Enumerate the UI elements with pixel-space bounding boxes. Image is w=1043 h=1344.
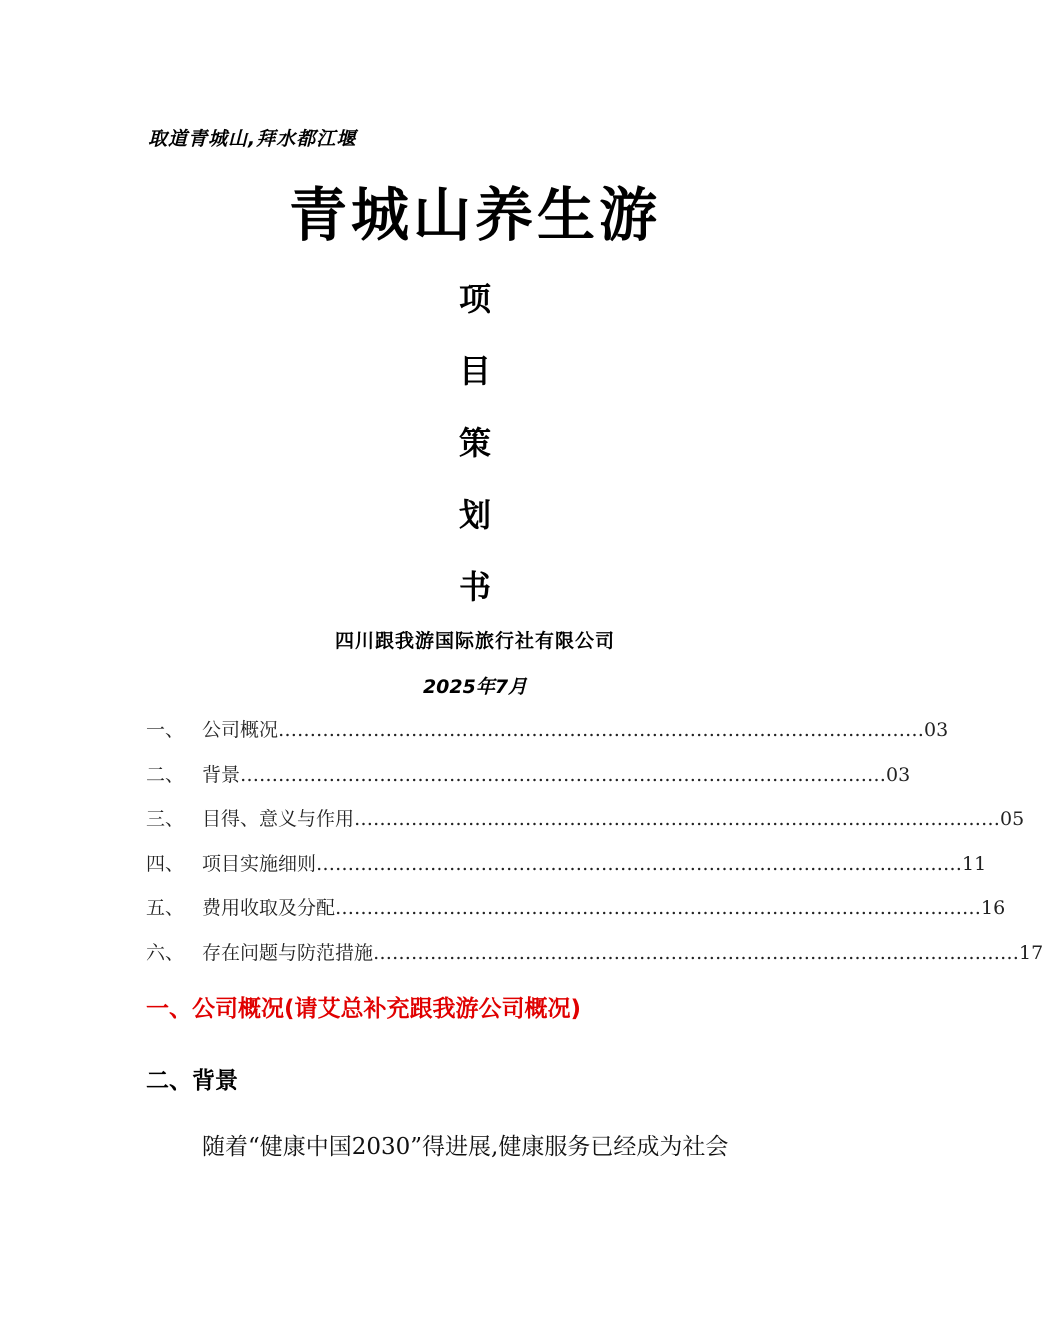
toc-leader-dots: ………………………………………………………………………………………… — [354, 808, 1001, 830]
toc-label: 费用收取及分配 — [202, 897, 336, 919]
toc-entry[interactable] — [146, 890, 1006, 935]
toc-label: 背景 — [202, 763, 241, 786]
table-of-contents — [146, 712, 1043, 979]
toc-leader-dots: ………………………………………………………………………………………… — [373, 941, 1020, 964]
section-heading-company-overview: 一、公司概况(请艾总补充跟我游公司概况) — [146, 996, 582, 1022]
vertical-title-char: 目 — [458, 352, 491, 390]
toc-number: 六、 — [146, 941, 185, 964]
toc-label: 项目实施细则 — [202, 852, 317, 875]
vertical-title-char: 书 — [458, 568, 491, 606]
toc-entry[interactable] — [146, 801, 1025, 846]
toc-label: 公司概况 — [202, 719, 279, 741]
toc-leader-dots: ………………………………………………………………………………………… — [278, 719, 925, 741]
toc-label: 目得、意义与作用 — [202, 808, 355, 830]
toc-page-number: 16 — [981, 897, 1006, 919]
section-heading-background: 二、背景 — [146, 1068, 238, 1094]
toc-number: 四、 — [146, 852, 185, 875]
body-paragraph: 随着“健康中国2030”得进展,健康服务已经成为社会 — [202, 1134, 729, 1160]
document-date: 2025年7月 — [422, 676, 528, 698]
toc-page-number: 03 — [924, 719, 949, 741]
toc-number: 二、 — [146, 763, 185, 786]
toc-leader-dots: ………………………………………………………………………………………… — [316, 852, 963, 875]
company-name: 四川跟我游国际旅行社有限公司 — [334, 630, 615, 652]
toc-page-number: 17 — [1019, 941, 1043, 964]
toc-number: 三、 — [146, 808, 185, 830]
toc-leader-dots: ………………………………………………………………………………………… — [240, 763, 887, 786]
toc-page-number: 03 — [886, 763, 911, 786]
toc-label: 存在问题与防范措施 — [202, 941, 374, 964]
vertical-title-char: 划 — [458, 496, 491, 534]
toc-entry[interactable] — [146, 846, 987, 891]
toc-page-number: 11 — [962, 852, 987, 875]
toc-number: 一、 — [146, 719, 185, 741]
toc-leader-dots: ………………………………………………………………………………………… — [335, 897, 982, 919]
vertical-title-char: 策 — [458, 424, 491, 462]
toc-number: 五、 — [146, 897, 185, 919]
toc-entry[interactable] — [146, 935, 1043, 980]
toc-page-number: 05 — [1000, 808, 1025, 830]
toc-entry[interactable] — [146, 712, 949, 757]
tagline: 取道青城山,拜水都江堰 — [148, 128, 357, 150]
main-title: 青城山养生游 — [288, 181, 661, 249]
toc-entry[interactable] — [146, 757, 911, 802]
vertical-title-char: 项 — [458, 280, 491, 318]
